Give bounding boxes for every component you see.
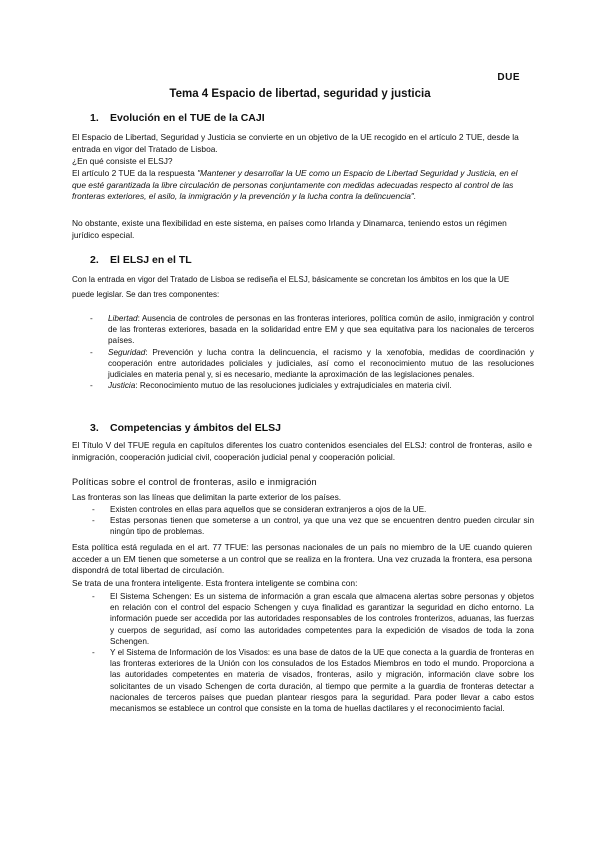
section-3-paragraph-2: Las fronteras son las líneas que delimitan la parte exterior de los países.	[72, 492, 342, 502]
section-3-number: 3.	[90, 422, 99, 434]
section-3-paragraph-1: El Título V del TFUE regula en capítulos diferentes los cuatro contenidos esenciales del ELSJ: control de fronteras, asilo e inmigración, cooperación judicial civil, cooperación judicial penal y cooperación policial.	[72, 440, 532, 462]
page-title: Tema 4 Espacio de libertad, seguridad y justicia	[169, 88, 431, 100]
header-tag: DUE	[497, 72, 520, 83]
component-text: : Prevención y lucha contra la delincuencia, el racismo y la xenofobia, medidas de coordinación y cooperación entre autoridades policiales y judiciales, así como el reconocimiento mutuo de las resoluciones judiciales en materia penal y, si es necesario, mediante la aproximación de las legislaciones penales.	[108, 347, 534, 380]
section-2-title: El ELSJ en el TL	[110, 254, 192, 266]
component-term: Justicia	[108, 381, 136, 391]
borders-list	[72, 504, 534, 538]
component-text: : Reconocimiento mutuo de las resoluciones judiciales y extrajudiciales en materia civil.	[135, 381, 452, 391]
section-1-paragraph-3: No obstante, existe una flexibilidad en este sistema, en países como Irlanda y Dinamarca, teniendo estos un régimen jurídico especial.	[72, 218, 507, 240]
section-3-subtitle: Políticas sobre el control de fronteras, asilo e inmigración	[72, 477, 317, 487]
list-item: - Y el Sistema de Información de los Visados: es una base de datos de la UE que conecta a la guardia de fronteras en las fronteras exteriores de la Unión con los consulados de los Estados Miembros en todo el mundo. Proporciona a las autoridades competentes en materia de visados, fronteras, asilo y migración, información clave sobre los solicitantes de un visado Schengen de corta duración, al tiempo que permite a la guardia de fronteras detectar a nacionales de terceros países que puedan plantear riesgos para la seguridad. Para poder llevar a cabo estos mecanismos se establece un control que consiste en la toma de huellas dactilares y el reconocimiento facial.	[72, 647, 534, 714]
components-list	[72, 313, 534, 391]
section-1-question: ¿En qué consiste el ELSJ?	[72, 156, 173, 166]
section-1-number: 1.	[90, 112, 99, 124]
component-term: Seguridad	[108, 347, 146, 357]
component-term: Libertad	[108, 314, 138, 323]
section-3-paragraph-4: Se trata de una frontera inteligente. Esta frontera inteligente se combina con:	[72, 578, 358, 588]
component-text: : Ausencia de controles de personas en las fronteras interiores, política común de asilo, inmigración y control de las fronteras exteriores, basada en la solidaridad entre EM y que sea equitativa para los nacionales de terceros países.	[108, 314, 534, 346]
section-2-paragraph-1: Con la entrada en vigor del Tratado de Lisboa se rediseña el ELSJ, básicamente se concretan los ámbitos en los que la UE puede legislar. Se dan tres componentes:	[72, 275, 510, 299]
section-2-number: 2.	[90, 254, 99, 266]
article-2-quote: "Mantener y desarrollar la UE como un Espacio de Libertad Seguridad y Justicia, en el que esté garantizada la libre circulación de personas conjuntamente con medidas adecuadas respecto al control de las fronteras exteriores, el asilo, la inmigración y la prevención y la lucha contra la delincuencia".	[72, 168, 518, 202]
smart-border-list	[72, 591, 534, 714]
section-1-paragraph-1: El Espacio de Libertad, Seguridad y Justicia se convierte en un objetivo de la UE recogido en el artículo 2 TUE, desde la entrada en vigor del Tratado de Lisboa.	[72, 132, 519, 154]
section-1-paragraph-2	[72, 168, 532, 203]
list-item: - El Sistema Schengen: Es un sistema de información a gran escala que almacena alertas sobre personas y objetos en relación con el control del espacio Schengen y cuya finalidad es garantizar la seguridad en dicho entorno. La información puede ser accedida por las autoridades responsables de los controles fronterizos, aduanas, las fuerzas y cuerpos de seguridad, así como las autoridades competentes para la expedición de visados de toda la zona Schengen.	[72, 591, 534, 647]
section-3-title: Competencias y ámbitos del ELSJ	[110, 422, 281, 434]
section-2-heading	[90, 254, 192, 266]
section-1-title: Evolución en el TUE de la CAJI	[110, 112, 265, 124]
list-item	[72, 380, 534, 391]
list-item: - Existen controles en ellas para aquellos que se consideran extranjeros a ojos de la UE.	[72, 504, 534, 515]
list-item	[72, 313, 534, 347]
section-1-heading	[90, 112, 265, 124]
list-item	[72, 347, 534, 381]
section-3-heading	[90, 422, 281, 434]
section-3-paragraph-3: Esta política está regulada en el art. 77 TFUE: las personas nacionales de un país no miembro de la UE cuando quieren acceder a un EM tienen que someterse a un control que se realiza en la frontera. Una vez cruzada la frontera, esa persona dispondrá de total libertad de circulación.	[72, 542, 532, 576]
section-1-paragraph-2-lead: El artículo 2 TUE da la respuesta	[72, 168, 198, 178]
list-item: - Estas personas tienen que someterse a un control, ya que una vez que se encuentren dentro pueden circular sin ningún tipo de problemas.	[72, 515, 534, 537]
